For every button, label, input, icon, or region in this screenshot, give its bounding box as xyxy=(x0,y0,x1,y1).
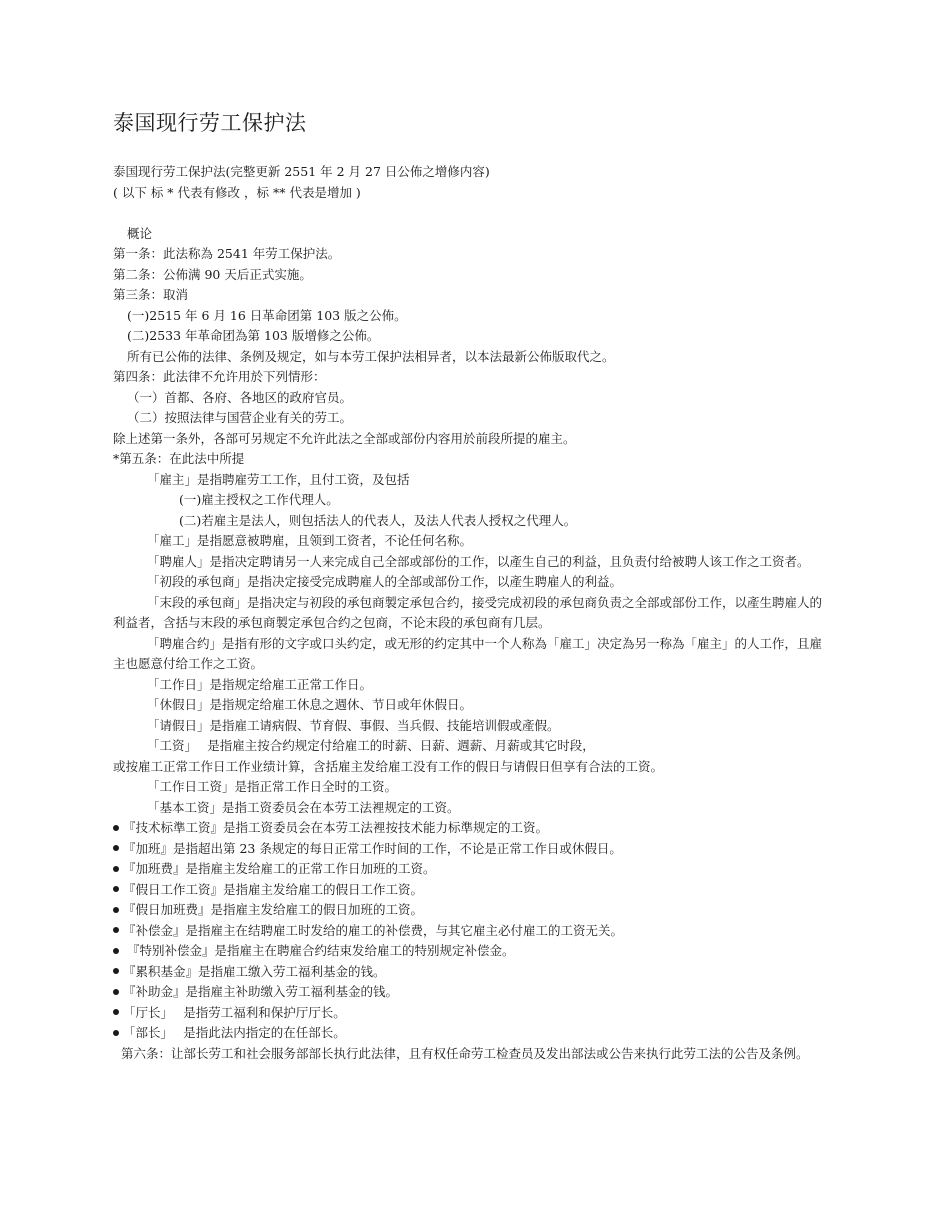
text-line: 「工资」 是指雇主按合约规定付给雇工的时薪、日薪、週薪、月薪或其它时段， xyxy=(147,738,595,753)
text-line: 「请假日」是指雇工请病假、节育假、事假、当兵假、技能培训假或產假。 xyxy=(147,717,560,733)
list-item xyxy=(113,859,833,880)
text-line: 所有已公佈的法律、条例及规定，如与本劳工保护法相异者，以本法最新公佈版取代之。 xyxy=(127,348,615,364)
text-line: 「末段的承包商」是指决定与初段的承包商製定承包合约，接受完成初段的承包商负责之全部或部份工作，以產生聘雇人的利益者，含括与末段的承包商製定承包合约之包商，不论末段的承包商有几层。 xyxy=(113,594,823,630)
list-item xyxy=(113,900,833,921)
list-item-text: 『假日工作工资』是指雇主发给雇工的假日工作工资。 xyxy=(123,881,424,897)
list-item-text: 『补助金』是指雇主补助缴入劳工福利基金的钱。 xyxy=(123,984,399,999)
bullet-icon xyxy=(113,886,119,892)
text-line: 「休假日」是指规定给雇工休息之週休、节日或年休假日。 xyxy=(147,697,473,712)
bullet-icon xyxy=(113,825,119,831)
text-line: 「工作日工资」是指正常工作日全时的工资。 xyxy=(147,779,398,794)
text-line: 第三条：取消 xyxy=(113,287,189,302)
list-item-text: 『加班费』是指雇主发给雇工的正常工作日加班的工资。 xyxy=(123,861,436,876)
text-line: 或按雇工正常工作日工作业绩计算，含括雇主发给雇工没有工作的假日与请假日但享有合法的工资。 xyxy=(113,758,664,774)
text-line: 「聘雇人」是指决定聘请另一人来完成自己全部或部份的工作，以產生自己的利益，且负责付给被聘人该工作之工资者。 xyxy=(147,553,810,569)
list-item-text: 「部长」 是指此法内指定的在任部长。 xyxy=(123,1025,346,1040)
list-item-text: 『技术标準工资』是指工资委员会在本劳工法裡按技术能力标準规定的工资。 xyxy=(123,820,549,835)
text-line: (二)若雇主是法人，则包括法人的代表人，及法人代表人授权之代理人。 xyxy=(179,512,577,528)
blank-line xyxy=(113,203,833,224)
list-item xyxy=(113,1023,833,1044)
definition-bullet-list xyxy=(113,818,833,1044)
text-line: 除上述第一条外，各部可另规定不允许此法之全部或部份内容用於前段所提的雇主。 xyxy=(113,430,576,446)
text-line: (二)2533 年革命团為第 103 版增修之公佈。 xyxy=(127,328,380,343)
list-item xyxy=(113,921,833,942)
text-line: 「基本工资」是指工资委员会在本劳工法裡规定的工资。 xyxy=(147,799,460,815)
list-item-text: 『特别补偿金』是指雇主在聘雇合约结束发给雇工的特别规定补偿金。 xyxy=(123,943,515,958)
text-line: 「雇工」是指愿意被聘雇，且领到工资者，不论任何名称。 xyxy=(147,533,473,548)
list-item-text: 『加班』是指超出第 23 条规定的每日正常工作时间的工作，不论是正常工作日或休假日。 xyxy=(123,840,622,856)
text-line: (一)2515 年 6 月 16 日革命团第 103 版之公佈。 xyxy=(127,307,407,323)
text-line: （一）首都、各府、各地区的政府官员。 xyxy=(127,389,353,405)
text-line: 「雇主」是指聘雇劳工工作，且付工资，及包括 xyxy=(147,471,410,487)
bullet-icon xyxy=(113,845,119,851)
bullet-icon xyxy=(113,907,119,913)
bullet-icon xyxy=(113,1009,119,1015)
bullet-icon xyxy=(113,968,119,974)
text-line: 第二条：公佈满 90 天后正式实施。 xyxy=(113,266,312,282)
list-item xyxy=(113,982,833,1003)
text-line: (一)雇主授权之工作代理人。 xyxy=(179,492,339,507)
list-item xyxy=(113,839,833,860)
bullet-icon xyxy=(113,1030,119,1036)
text-line: 泰国现行劳工保护法(完整更新 2551 年 2 月 27 日公佈之增修内容) xyxy=(113,164,490,179)
text-line: 「工作日」是指规定给雇工正常工作日。 xyxy=(147,676,373,692)
list-item-text: 『累积基金』是指雇工缴入劳工福利基金的钱。 xyxy=(123,963,386,979)
document-title: 泰国现行劳工保护法 xyxy=(113,111,307,135)
article-six-paragraph: 第六条：让部长劳工和社会服务部部长执行此法律，且有权任命劳工检查员及发出部法或公告来执行此劳工法的公告及条例。 xyxy=(121,1045,809,1061)
bullet-icon xyxy=(113,927,119,933)
text-line: 第四条：此法律不允许用於下列情形： xyxy=(113,369,326,384)
list-item xyxy=(113,1003,833,1024)
text-line: 「初段的承包商」是指决定接受完成聘雇人的全部或部份工作，以產生聘雇人的利益。 xyxy=(147,574,623,589)
bullet-icon xyxy=(113,948,119,954)
bullet-icon xyxy=(113,866,119,872)
list-item-text: 『假日加班费』是指雇主发给雇工的假日加班的工资。 xyxy=(123,902,424,917)
document-body xyxy=(113,162,833,1064)
text-line: ( 以下 标 * 代表有修改 ，标 ** 代表是增加 ) xyxy=(113,184,361,200)
bullet-icon xyxy=(113,989,119,995)
text-line: *第五条：在此法中所提 xyxy=(113,451,245,466)
body-lines xyxy=(113,162,833,818)
text-line: 概论 xyxy=(127,225,153,241)
text-line: 第一条：此法称為 2541 年劳工保护法。 xyxy=(113,246,341,261)
text-line: 「聘雇合约」是指有形的文字或口头约定，或无形的约定其中一个人称為「雇工」决定為另一称為「雇主」的人工作，且雇主也愿意付给工作之工资。 xyxy=(113,635,823,671)
list-item-text: 『补偿金』是指雇主在结聘雇工时发给的雇工的补偿费，与其它雇主必付雇工的工资无关。 xyxy=(123,922,624,938)
text-line: （二）按照法律与国营企业有关的劳工。 xyxy=(127,410,353,425)
list-item xyxy=(113,818,833,839)
list-item-text: 「厅长」 是指劳工福利和保护厅厅长。 xyxy=(123,1004,346,1020)
list-item xyxy=(113,880,833,901)
list-item xyxy=(113,962,833,983)
list-item xyxy=(113,941,833,962)
